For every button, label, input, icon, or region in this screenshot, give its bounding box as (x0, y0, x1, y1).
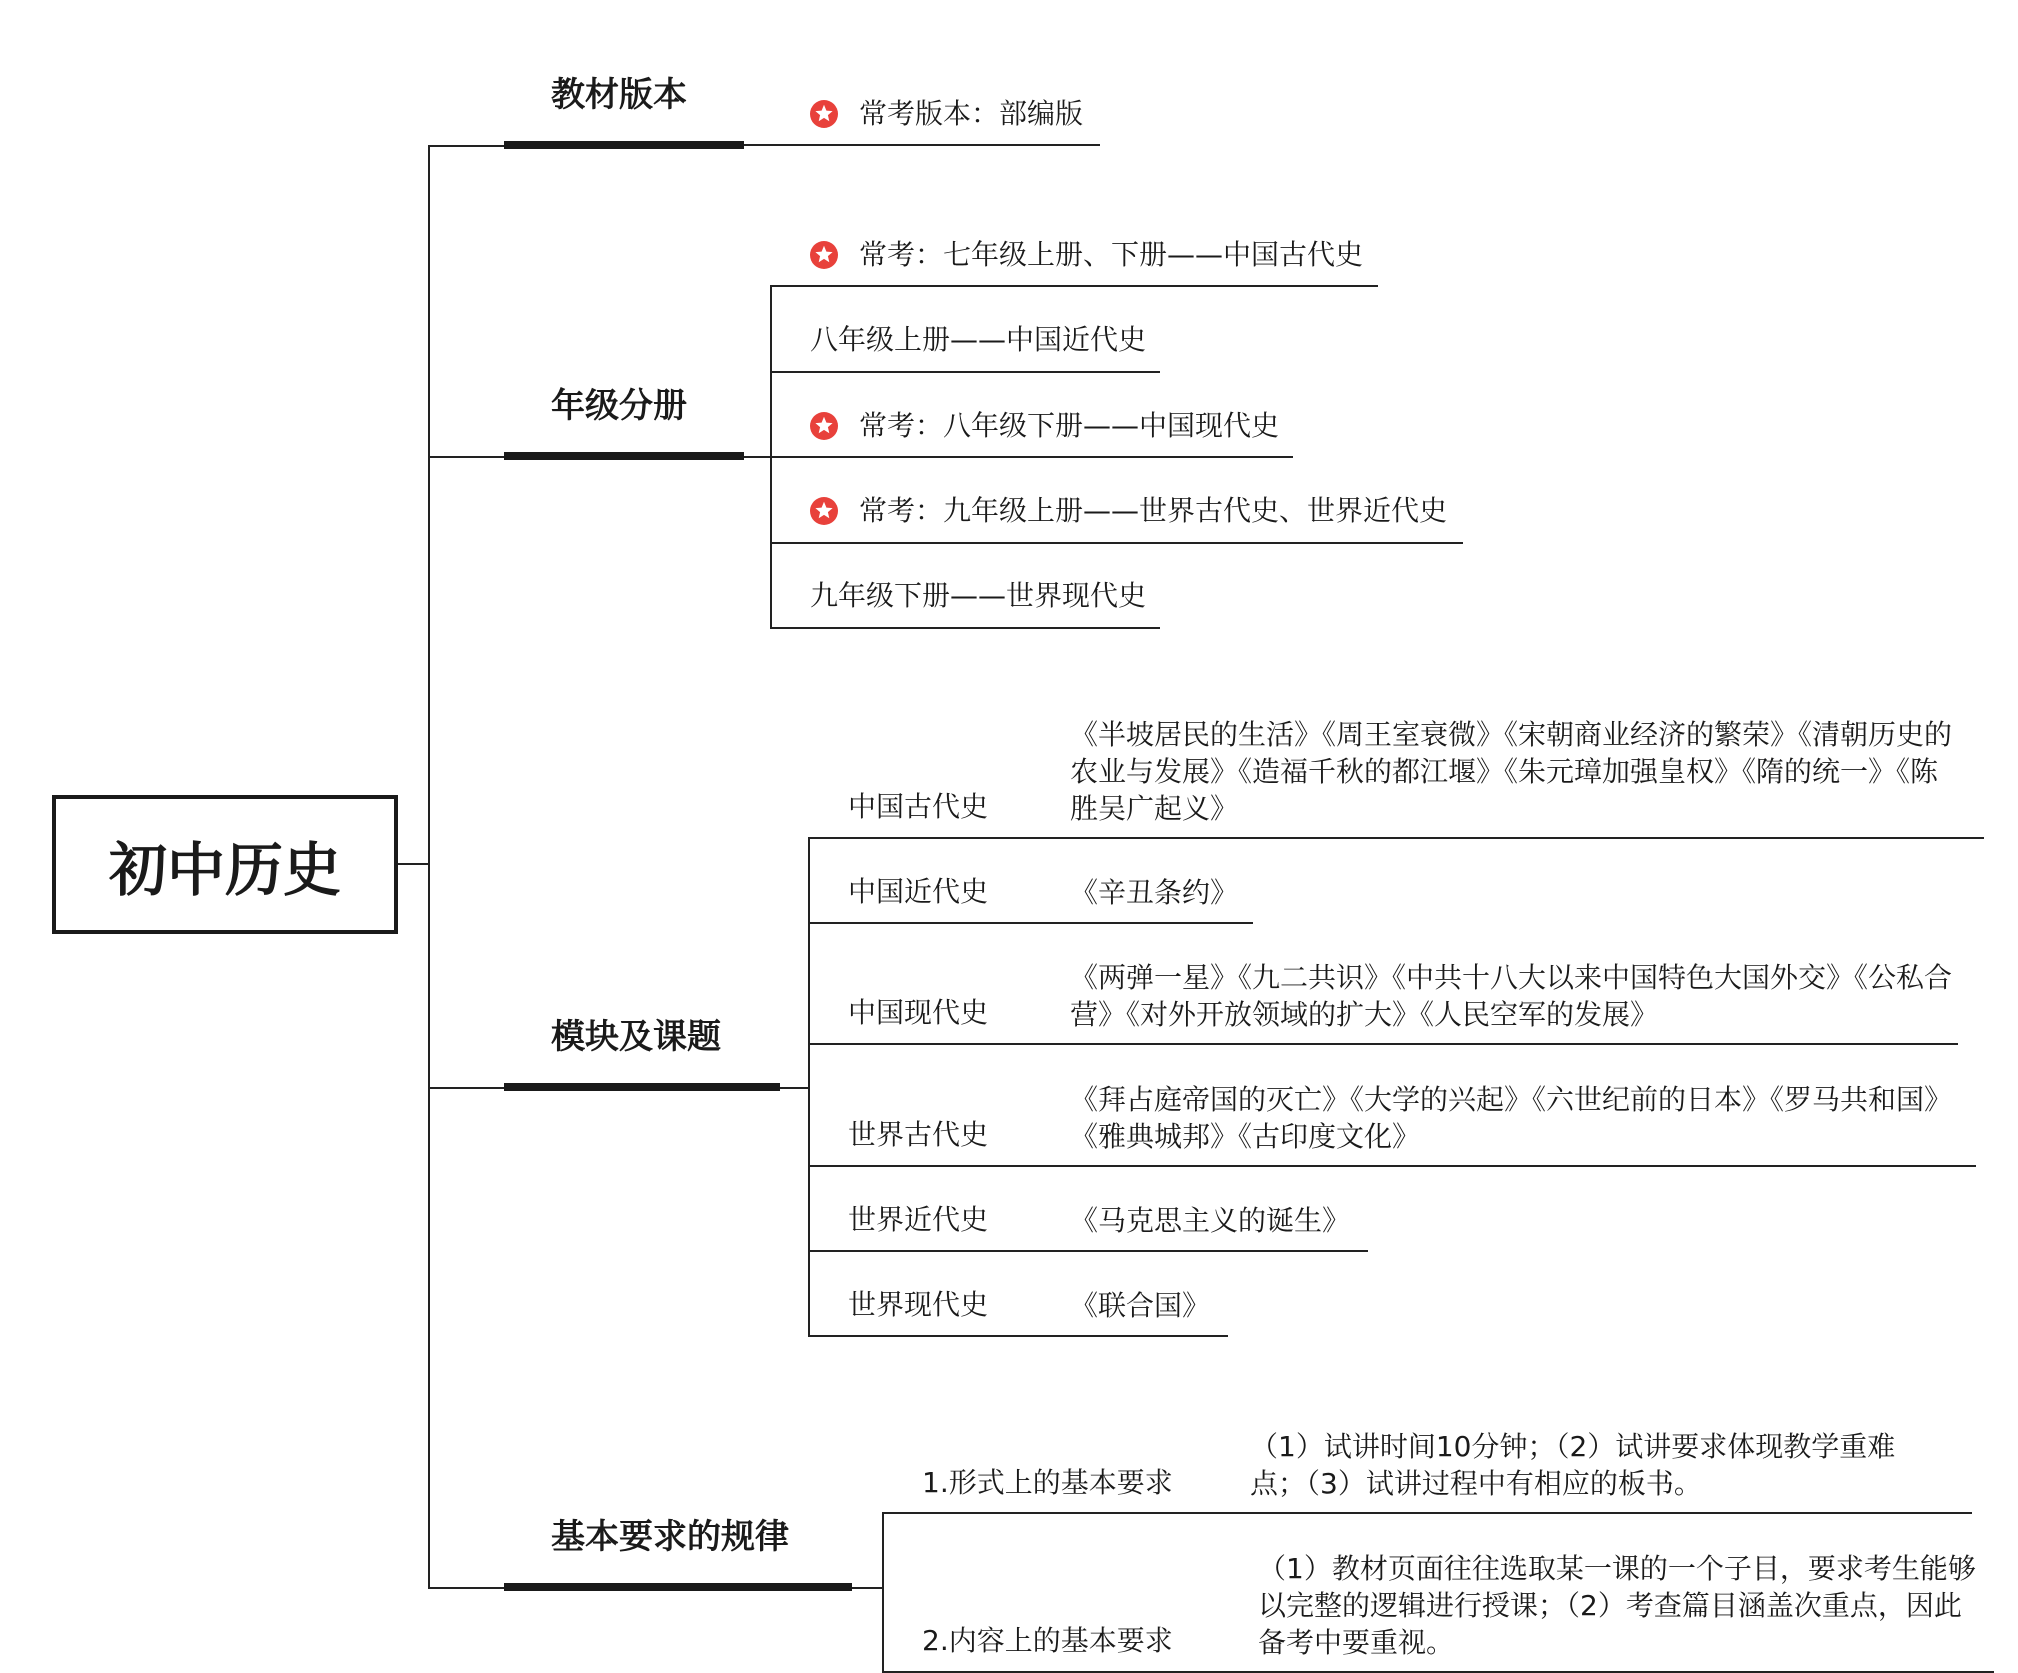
module-label[interactable]: 世界近代史 (848, 1203, 989, 1236)
module-underline (808, 1335, 1228, 1337)
module-topics: 《马克思主义的诞生》 (1070, 1204, 1351, 1237)
grades-item-underline (770, 285, 1378, 287)
branch-grades-title[interactable]: 年级分册 (551, 386, 687, 426)
branch-requirements-title[interactable]: 基本要求的规律 (551, 1517, 789, 1557)
module-underline (808, 1043, 1958, 1045)
star-icon (810, 100, 838, 128)
module-underline (808, 1250, 1368, 1252)
module-label[interactable]: 中国近代史 (848, 875, 989, 908)
requirements-sub-trunk (882, 1512, 884, 1672)
branch-grades-bar (504, 452, 744, 460)
star-icon (810, 241, 838, 269)
grades-item-underline (770, 542, 1463, 544)
module-underline (808, 837, 1984, 839)
root-topic[interactable]: 初中历史 (52, 795, 398, 934)
module-topics: 《辛丑条约》 (1070, 876, 1239, 909)
branch-requirements-bar (504, 1583, 852, 1591)
branch-modules-title[interactable]: 模块及课题 (551, 1017, 721, 1057)
grades-item[interactable]: 常考：七年级上册、下册——中国古代史 (859, 238, 1364, 271)
textbook-item-underline (744, 144, 1100, 146)
module-underline (808, 922, 1253, 924)
module-label[interactable]: 世界古代史 (848, 1118, 989, 1151)
textbook-item[interactable]: 常考版本：部编版 (859, 97, 1084, 130)
module-topics: 《联合国》 (1070, 1289, 1211, 1322)
requirement-underline (882, 1512, 1972, 1514)
trunk-tick-4 (428, 1587, 504, 1589)
requirement-detail: （1）试讲时间10分钟；（2）试讲要求体现教学重难点；（3）试讲过程中有相应的板书。 (1250, 1430, 1896, 1500)
grades-item[interactable]: 常考：八年级下册——中国现代史 (859, 409, 1280, 442)
requirements-bar-connector (852, 1587, 882, 1589)
root-connector (398, 863, 428, 865)
main-trunk (428, 145, 430, 1588)
module-topics: 《半坡居民的生活》《周王室衰微》《宋朝商业经济的繁荣》《清朝历史的农业与发展》《造福千秋的都江堰》《朱元璋加强皇权》《隋的统一》《陈胜吴广起义》 (1070, 718, 1953, 825)
grades-item[interactable]: 九年级下册——世界现代史 (810, 579, 1147, 612)
grades-item-underline (770, 456, 1293, 458)
branch-textbook-bar (504, 141, 744, 149)
requirement-label[interactable]: 2.内容上的基本要求 (922, 1624, 1173, 1657)
grades-item-underline (770, 371, 1160, 373)
modules-bar-connector (780, 1087, 808, 1089)
module-underline (808, 1165, 1976, 1167)
grades-item-underline (770, 627, 1160, 629)
star-icon (810, 412, 838, 440)
branch-modules-bar (504, 1083, 780, 1091)
grades-bar-connector (744, 456, 770, 458)
module-topics: 《拜占庭帝国的灭亡》《大学的兴起》《六世纪前的日本》《罗马共和国》《雅典城邦》《古印度文化》 (1070, 1083, 1953, 1153)
trunk-tick-2 (428, 456, 504, 458)
requirement-label[interactable]: 1.形式上的基本要求 (922, 1466, 1173, 1499)
trunk-tick-1 (428, 145, 504, 147)
grades-item[interactable]: 八年级上册——中国近代史 (810, 323, 1147, 356)
grades-item[interactable]: 常考：九年级上册——世界古代史、世界近代史 (859, 494, 1448, 527)
branch-textbook-title[interactable]: 教材版本 (551, 75, 687, 115)
modules-sub-trunk (808, 838, 810, 1335)
trunk-tick-3 (428, 1087, 504, 1089)
requirement-detail: （1）教材页面往往选取某一课的一个子目，要求考生能够以完整的逻辑进行授课；（2）考查篇目涵盖次重点，因此备考中要重视。 (1258, 1552, 1976, 1659)
star-icon (810, 497, 838, 525)
module-topics: 《两弹一星》《九二共识》《中共十八大以来中国特色大国外交》《公私合营》《对外开放领域的扩大》《人民空军的发展》 (1070, 961, 1953, 1031)
module-label[interactable]: 世界现代史 (848, 1288, 989, 1321)
module-label[interactable]: 中国古代史 (848, 790, 989, 823)
module-label[interactable]: 中国现代史 (848, 996, 989, 1029)
